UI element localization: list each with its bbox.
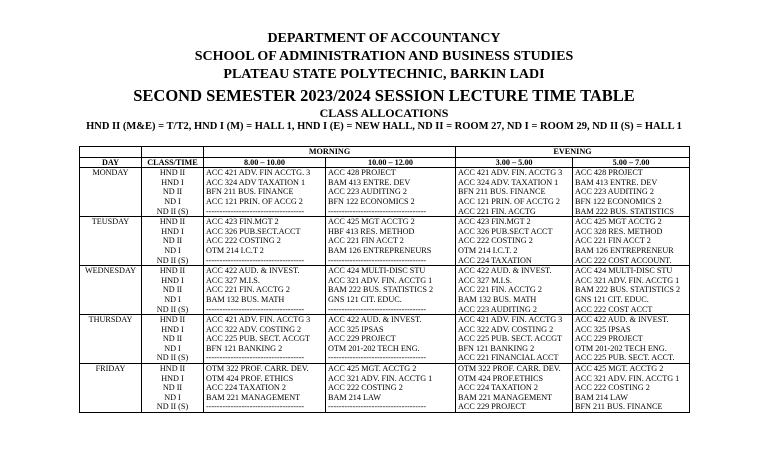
day-cell: TEUSDAY [80, 217, 142, 266]
class-label: ND I [164, 343, 181, 353]
class-label: ND II (S) [156, 402, 189, 412]
class-label: HND II [159, 364, 186, 374]
course-entry: ACC 425 MGT. ACCTG 2 [575, 364, 664, 374]
slot-cell [326, 315, 456, 364]
day-cell: MONDAY [80, 168, 142, 217]
course-entry: ACC 222 COSTING 2 [458, 236, 533, 246]
course-entry: ACC 121 PRIN. OF ACCTG 2 [458, 196, 560, 206]
course-entry: ACC 222 COST ACCOUNT. [575, 255, 672, 265]
course-entry: BAM 126 ENTREPRENEURS [328, 245, 432, 255]
course-entry: ACC 327 M.I.S. [206, 275, 260, 285]
slot-cell [204, 217, 326, 266]
course-entry: ------------------------------------ [206, 255, 305, 265]
class-list-cell [142, 168, 204, 217]
course-entry: BFN 122 ECONOMICS 2 [575, 196, 662, 206]
course-entry: ACC 422 AUD. & INVEST. [575, 315, 669, 325]
course-entry: ACC 424 MULTI-DISC STU [328, 266, 426, 276]
class-label: ND II (S) [156, 255, 189, 265]
course-entry: BAM 221 MANAGEMENT [206, 392, 301, 402]
course-entry: ACC 221 FINANCIAL ACCT [458, 353, 559, 363]
course-entry: ACC 225 PUB. SECT. ACCGT [206, 334, 311, 344]
course-entry: ------------------------------------ [206, 402, 305, 412]
course-entry: ACC 224 TAXATION [458, 255, 532, 265]
course-entry: ACC 321 ADV. FIN. ACCTG 1 [328, 373, 433, 383]
slot-cell [573, 168, 690, 217]
time-header-3: 3.00 – 5.00 [456, 157, 573, 168]
course-entry: HBF 413 RES. METHOD [328, 226, 415, 236]
empty-header-cell [80, 147, 142, 158]
course-entry: ------------------------------------ [328, 304, 427, 314]
class-label: HND I [161, 324, 184, 334]
class-label: ND II [162, 285, 183, 295]
slot-cell [204, 364, 326, 413]
class-label: HND II [159, 315, 186, 325]
course-entry: ACC 221 FIN. ACCTG 2 [206, 285, 290, 295]
class-label: ND II [162, 236, 183, 246]
course-entry: ACC 327 M.I.S. [458, 275, 512, 285]
course-entry: ACC 121 PRIN. OF ACCG 2 [206, 196, 303, 206]
course-entry: BAM 214 LAW [328, 392, 382, 402]
course-entry: ACC 325 IPSAS [575, 324, 631, 334]
class-allocations-heading: CLASS ALLOCATIONS [319, 106, 449, 120]
course-entry: BFN 121 BANKING 2 [458, 343, 535, 353]
course-entry: OTM 424 PROF.ETHICS [458, 373, 544, 383]
slot-cell [204, 168, 326, 217]
class-label: HND I [161, 226, 184, 236]
morning-header: MORNING [204, 147, 456, 158]
course-entry: ACC 425 MGT ACCTG 2 [575, 217, 662, 227]
course-entry: ACC 225 PUB. SECT. ACCT. [575, 353, 675, 363]
course-entry: BAM 413 ENTRE. DEV [328, 177, 411, 187]
course-entry: ACC 422 AUD. & INVEST. [458, 266, 552, 276]
day-row [80, 364, 690, 413]
time-header-1: 8.00 – 10.00 [204, 157, 326, 168]
course-entry: ACC 321 ADV. FIN. ACCTG 1 [575, 275, 680, 285]
slot-cell [573, 266, 690, 315]
class-label: HND II [159, 217, 186, 227]
course-entry: ------------------------------------ [206, 206, 305, 216]
course-entry: OTM 214 I.C.T 2 [206, 245, 264, 255]
course-entry: BAM 413 ENTRE. DEV [575, 177, 658, 187]
course-entry: OTM 322 PROF. CARR. DEV. [458, 364, 561, 374]
course-entry: ACC 422 AUD. & INVEST. [206, 266, 300, 276]
class-label: ND II [162, 187, 183, 197]
timetable-body [80, 168, 690, 413]
institution-title: PLATEAU STATE POLYTECHNIC, BARKIN LADI [223, 67, 545, 82]
course-entry: ACC 223 AUDITING 2 [575, 187, 654, 197]
slot-cell [573, 217, 690, 266]
course-entry: ACC 221 FIN ACCT 2 [575, 236, 651, 246]
course-entry: ACC 423 FIN.MGT 2 [206, 217, 279, 227]
class-allocations-text: HND II (M&E) = T/T2, HND I (M) = HALL 1, HND I (E) = NEW HALL, ND II = ROOM 27, ND I = ROOM 29, ND II (S) = HALL 1 [86, 121, 682, 132]
course-entry: BAM 222 BUS. STATISTICS [575, 206, 674, 216]
course-entry: ACC 229 PROJECT [458, 402, 526, 412]
course-entry: ACC 421 ADV. FIN ACCTG. 3 [206, 168, 311, 178]
class-label: HND II [159, 168, 186, 178]
class-label: HND I [161, 177, 184, 187]
slot-cell [573, 364, 690, 413]
course-entry: ACC 221 FIN. ACCTG 2 [458, 285, 542, 295]
course-entry: BAM 126 ENTREPRENEUR [575, 245, 674, 255]
course-entry: BAM 132 BUS. MATH [458, 294, 537, 304]
class-label: ND I [164, 294, 181, 304]
course-entry: ACC 224 TAXATION 2 [206, 383, 286, 393]
course-entry: ACC 421 ADV. FIN. ACCTG 3 [206, 315, 311, 325]
class-label: HND I [161, 275, 184, 285]
course-entry: BFN 211 BUS. FINANCE [458, 187, 546, 197]
course-entry: GNS 121 CIT. EDUC. [328, 294, 402, 304]
course-entry: BFN 121 BANKING 2 [206, 343, 283, 353]
course-entry: ACC 324 ADV. TAXATION 1 [458, 177, 559, 187]
class-label: HND I [161, 373, 184, 383]
course-entry: ------------------------------------ [328, 206, 427, 216]
slot-cell [204, 266, 326, 315]
course-entry: BAM 222 BUS. STATISTICS 2 [328, 285, 434, 295]
time-header-4: 5.00 – 7.00 [573, 157, 690, 168]
course-entry: ACC 421 ADV. FIN. ACCTG 3 [458, 168, 563, 178]
class-list-cell [142, 364, 204, 413]
class-label: ND I [164, 392, 181, 402]
course-entry: ACC 222 COST ACCT [575, 304, 653, 314]
course-entry: ACC 328 RES. METHOD [575, 226, 663, 236]
day-row [80, 315, 690, 364]
course-entry: ACC 224 TAXATION 2 [458, 383, 538, 393]
class-list-cell [142, 266, 204, 315]
course-entry: ACC 322 ADV. COSTING 2 [458, 324, 554, 334]
day-row [80, 168, 690, 217]
day-row [80, 266, 690, 315]
evening-header: EVENING [456, 147, 690, 158]
slot-cell [456, 217, 573, 266]
empty-header-cell [142, 147, 204, 158]
course-entry: OTM 424 PROF. ETHICS [206, 373, 294, 383]
class-label: ND I [164, 245, 181, 255]
timetable-table [79, 146, 690, 413]
course-entry: ACC 425 MGT. ACCTG 2 [328, 364, 417, 374]
course-entry: ACC 326 PUB.SECT.ACCT [206, 226, 301, 236]
course-entry: ------------------------------------ [328, 255, 427, 265]
course-entry: OTM 322 PROF. CARR. DEV. [206, 364, 309, 374]
course-entry: ACC 222 COSTING 2 [328, 383, 403, 393]
period-header-row [80, 147, 690, 158]
slot-cell [456, 364, 573, 413]
course-entry: ACC 425 MGT ACCTG 2 [328, 217, 415, 227]
course-entry: BAM 221 MANAGEMENT [458, 392, 553, 402]
course-entry: ACC 322 ADV. COSTING 2 [206, 324, 302, 334]
department-title: DEPARTMENT OF ACCOUNTANCY [267, 31, 501, 46]
course-entry: ACC 428 PROJECT [328, 168, 396, 178]
course-entry: ACC 222 COSTING 2 [575, 383, 650, 393]
course-entry: ACC 221 FIN ACCT 2 [328, 236, 404, 246]
timetable-title: SECOND SEMESTER 2023/2024 SESSION LECTURE TIME TABLE [133, 86, 635, 105]
course-entry: ACC 222 COSTING 2 [206, 236, 281, 246]
day-cell: THURSDAY [80, 315, 142, 364]
course-entry: ACC 428 PROJECT [575, 168, 643, 178]
course-entry: ACC 221 FIN. ACCTG [458, 206, 536, 216]
course-entry: BAM 132 BUS. MATH [206, 294, 285, 304]
course-entry: BAM 214 LAW [575, 392, 629, 402]
course-entry: OTM 201-202 TECH ENG. [328, 343, 420, 353]
slot-cell [326, 217, 456, 266]
course-entry: ------------------------------------ [328, 402, 427, 412]
day-cell: WEDNESDAY [80, 266, 142, 315]
time-header-2: 10.00 – 12.00 [326, 157, 456, 168]
class-label: ND II (S) [156, 206, 189, 216]
slot-cell [456, 168, 573, 217]
course-entry: BFN 211 BUS. FINANCE [206, 187, 294, 197]
slot-cell [573, 315, 690, 364]
slot-cell [204, 315, 326, 364]
class-label: ND II (S) [156, 353, 189, 363]
class-label: ND II [162, 383, 183, 393]
course-entry: ACC 421 ADV. FIN. ACCTG 3 [458, 315, 563, 325]
course-entry: ACC 225 PUB. SECT. ACCGT [458, 334, 563, 344]
slot-cell [326, 266, 456, 315]
course-entry: BFN 211 BUS. FINANCE [575, 402, 663, 412]
course-entry: ACC 325 IPSAS [328, 324, 384, 334]
course-entry: OTM 201-202 TECH ENG. [575, 343, 667, 353]
time-header-row [80, 157, 690, 168]
course-entry: ACC 229 PROJECT [575, 334, 643, 344]
slot-cell [326, 364, 456, 413]
class-label: ND II [162, 334, 183, 344]
class-label: ND II (S) [156, 304, 189, 314]
course-entry: ACC 422 AUD. & INVEST. [328, 315, 422, 325]
course-entry: ACC 321 ADV. FIN. ACCTG 1 [575, 373, 680, 383]
day-column-header: DAY [80, 157, 142, 168]
class-label: HND II [159, 266, 186, 276]
slot-cell [456, 315, 573, 364]
class-list-cell [142, 217, 204, 266]
course-entry: ------------------------------------ [206, 304, 305, 314]
day-row [80, 217, 690, 266]
slot-cell [456, 266, 573, 315]
class-time-column-header: CLASS/TIME [142, 157, 204, 168]
class-label: ND I [164, 196, 181, 206]
course-entry: BFN 122 ECONOMICS 2 [328, 196, 415, 206]
course-entry: BAM 222 BUS. STATISTICS 2 [575, 285, 681, 295]
course-entry: ACC 424 MULTI-DISC STU [575, 266, 673, 276]
school-title: SCHOOL OF ADMINISTRATION AND BUSINESS STUDIES [194, 49, 574, 64]
course-entry: ACC 223 AUDITING 2 [328, 187, 407, 197]
course-entry: GNS 121 CIT. EDUC. [575, 294, 649, 304]
day-cell: FRIDAY [80, 364, 142, 413]
course-entry: OTM 214 I.C.T. 2 [458, 245, 518, 255]
course-entry: ACC 223 AUDITING 2 [458, 304, 537, 314]
course-entry: ------------------------------------ [328, 353, 427, 363]
class-list-cell [142, 315, 204, 364]
course-entry: ACC 229 PROJECT [328, 334, 396, 344]
course-entry: ACC 324 ADV TAXATION 1 [206, 177, 306, 187]
course-entry: ACC 423 FIN.MGT 2 [458, 217, 531, 227]
course-entry: ------------------------------------ [206, 353, 305, 363]
course-entry: ACC 321 ADV. FIN. ACCTG 1 [328, 275, 433, 285]
course-entry: ACC 326 PUB.SECT ACCT [458, 226, 553, 236]
slot-cell [326, 168, 456, 217]
